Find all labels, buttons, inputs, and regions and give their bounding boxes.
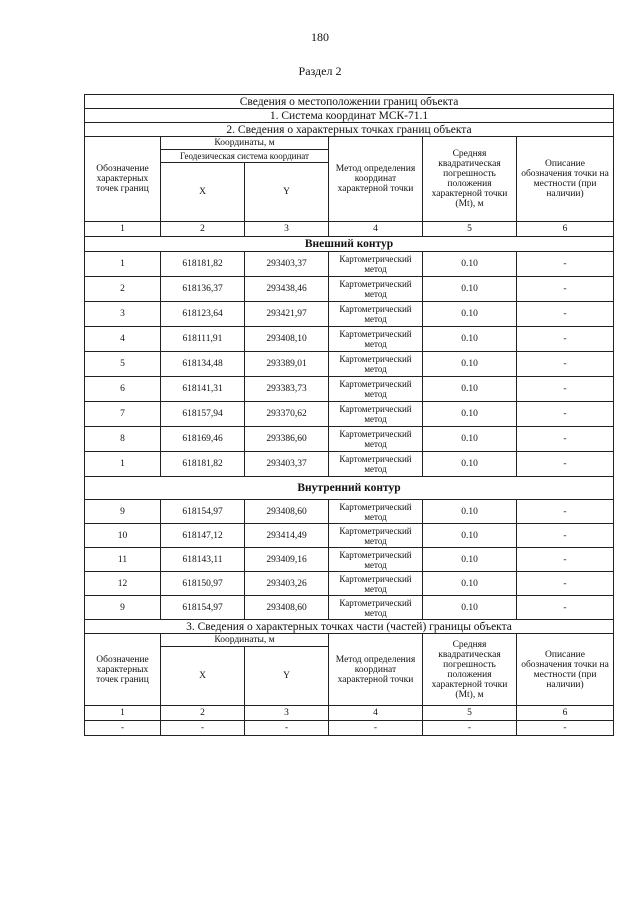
column-number: 3 xyxy=(245,706,329,721)
header3-designation: Обозначение характерных точек границ xyxy=(85,634,161,706)
method-cell: Картометрический метод xyxy=(329,596,423,620)
column-number: 6 xyxy=(517,706,614,721)
accuracy-cell: 0.10 xyxy=(423,524,517,548)
table-row xyxy=(85,452,614,477)
method-cell: Картометрический метод xyxy=(329,302,423,327)
page-number: 180 xyxy=(311,30,329,44)
accuracy-cell: 0.10 xyxy=(423,377,517,402)
column-number: 2 xyxy=(161,706,245,721)
y-coordinate-cell: 293403,37 xyxy=(245,452,329,477)
method-cell: Картометрический метод xyxy=(329,402,423,427)
method-cell: Картометрический метод xyxy=(329,548,423,572)
point-cell: 3 xyxy=(85,302,161,327)
x-coordinate-cell: 618147,12 xyxy=(161,524,245,548)
column-number: 1 xyxy=(85,706,161,721)
method-cell: Картометрический метод xyxy=(329,377,423,402)
table-row xyxy=(85,596,614,620)
y-coordinate-cell: 293403,26 xyxy=(245,572,329,596)
x-coordinate-cell: 618169,46 xyxy=(161,427,245,452)
point-cell: 1 xyxy=(85,252,161,277)
y-coordinate-cell: 293370,62 xyxy=(245,402,329,427)
empty-cell: - xyxy=(517,721,614,736)
inner-contour-label: Внутренний контур xyxy=(85,477,614,500)
header3-method: Метод определения координат характерной точки xyxy=(329,634,423,706)
point-cell: 4 xyxy=(85,327,161,352)
accuracy-cell: 0.10 xyxy=(423,302,517,327)
section-2-heading: 2. Сведения о характерных точках границ объекта xyxy=(85,123,614,137)
header-coordinates: Координаты, м xyxy=(161,137,329,150)
x-coordinate-cell: 618150,97 xyxy=(161,572,245,596)
column-number: 4 xyxy=(329,706,423,721)
x-coordinate-cell: 618154,97 xyxy=(161,596,245,620)
method-cell: Картометрический метод xyxy=(329,427,423,452)
x-coordinate-cell: 618136,37 xyxy=(161,277,245,302)
description-cell: - xyxy=(517,452,614,477)
table-row xyxy=(85,548,614,572)
header3-y: Y xyxy=(245,647,329,706)
table-row xyxy=(85,427,614,452)
accuracy-cell: 0.10 xyxy=(423,452,517,477)
y-coordinate-cell: 293414,49 xyxy=(245,524,329,548)
header-geodetic-system: Геодезическая система координат xyxy=(161,150,329,163)
header-description: Описание обозначения точки на местности (при наличии) xyxy=(517,137,614,222)
table-row xyxy=(85,327,614,352)
empty-cell: - xyxy=(423,721,517,736)
description-cell: - xyxy=(517,524,614,548)
header3-accuracy: Средняя квадратическая погрешность положения характерной точки (Mt), м xyxy=(423,634,517,706)
description-cell: - xyxy=(517,302,614,327)
header-method: Метод определения координат характерной точки xyxy=(329,137,423,222)
x-coordinate-cell: 618157,94 xyxy=(161,402,245,427)
header3-x: X xyxy=(161,647,245,706)
accuracy-cell: 0.10 xyxy=(423,548,517,572)
table-title: Сведения о местоположении границ объекта xyxy=(85,95,614,109)
table-row xyxy=(85,302,614,327)
accuracy-cell: 0.10 xyxy=(423,327,517,352)
accuracy-cell: 0.10 xyxy=(423,572,517,596)
accuracy-cell: 0.10 xyxy=(423,596,517,620)
description-cell: - xyxy=(517,352,614,377)
x-coordinate-cell: 618141,31 xyxy=(161,377,245,402)
table-row xyxy=(85,402,614,427)
description-cell: - xyxy=(517,572,614,596)
empty-cell: - xyxy=(161,721,245,736)
table-row xyxy=(85,352,614,377)
table-row xyxy=(85,524,614,548)
description-cell: - xyxy=(517,252,614,277)
point-cell: 6 xyxy=(85,377,161,402)
x-coordinate-cell: 618123,64 xyxy=(161,302,245,327)
empty-cell: - xyxy=(329,721,423,736)
section-1-heading: 1. Система координат МСК-71.1 xyxy=(85,109,614,123)
description-cell: - xyxy=(517,548,614,572)
x-coordinate-cell: 618111,91 xyxy=(161,327,245,352)
method-cell: Картометрический метод xyxy=(329,452,423,477)
accuracy-cell: 0.10 xyxy=(423,427,517,452)
y-coordinate-cell: 293408,10 xyxy=(245,327,329,352)
point-cell: 11 xyxy=(85,548,161,572)
table-row xyxy=(85,377,614,402)
column-number: 2 xyxy=(161,222,245,237)
column-number: 5 xyxy=(423,222,517,237)
column-number: 1 xyxy=(85,222,161,237)
table-row xyxy=(85,572,614,596)
point-cell: 8 xyxy=(85,427,161,452)
section-3-heading: 3. Сведения о характерных точках части (частей) границы объекта xyxy=(85,620,614,634)
header-x: X xyxy=(161,163,245,222)
description-cell: - xyxy=(517,500,614,524)
x-coordinate-cell: 618154,97 xyxy=(161,500,245,524)
method-cell: Картометрический метод xyxy=(329,572,423,596)
header3-coordinates: Координаты, м xyxy=(161,634,329,647)
x-coordinate-cell: 618143,11 xyxy=(161,548,245,572)
column-number: 3 xyxy=(245,222,329,237)
y-coordinate-cell: 293408,60 xyxy=(245,596,329,620)
description-cell: - xyxy=(517,402,614,427)
method-cell: Картометрический метод xyxy=(329,352,423,377)
description-cell: - xyxy=(517,596,614,620)
point-cell: 1 xyxy=(85,452,161,477)
empty-cell: - xyxy=(85,721,161,736)
y-coordinate-cell: 293409,16 xyxy=(245,548,329,572)
point-cell: 5 xyxy=(85,352,161,377)
y-coordinate-cell: 293408,60 xyxy=(245,500,329,524)
point-cell: 10 xyxy=(85,524,161,548)
point-cell: 12 xyxy=(85,572,161,596)
column-number: 4 xyxy=(329,222,423,237)
column-number: 5 xyxy=(423,706,517,721)
table-row xyxy=(85,277,614,302)
description-cell: - xyxy=(517,277,614,302)
accuracy-cell: 0.10 xyxy=(423,402,517,427)
y-coordinate-cell: 293383,73 xyxy=(245,377,329,402)
method-cell: Картометрический метод xyxy=(329,327,423,352)
table-row xyxy=(85,500,614,524)
header-y: Y xyxy=(245,163,329,222)
boundary-table xyxy=(84,94,614,736)
header-accuracy: Средняя квадратическая погрешность положения характерной точки (Mt), м xyxy=(423,137,517,222)
description-cell: - xyxy=(517,377,614,402)
header-designation: Обозначение характерных точек границ xyxy=(85,137,161,222)
accuracy-cell: 0.10 xyxy=(423,277,517,302)
method-cell: Картометрический метод xyxy=(329,500,423,524)
point-cell: 7 xyxy=(85,402,161,427)
y-coordinate-cell: 293386,60 xyxy=(245,427,329,452)
column-number: 6 xyxy=(517,222,614,237)
method-cell: Картометрический метод xyxy=(329,524,423,548)
outer-contour-label: Внешний контур xyxy=(85,237,614,252)
accuracy-cell: 0.10 xyxy=(423,252,517,277)
point-cell: 9 xyxy=(85,596,161,620)
x-coordinate-cell: 618134,48 xyxy=(161,352,245,377)
header3-description: Описание обозначения точки на местности (при наличии) xyxy=(517,634,614,706)
table-row xyxy=(85,252,614,277)
section-label: Раздел 2 xyxy=(298,64,342,78)
y-coordinate-cell: 293403,37 xyxy=(245,252,329,277)
point-cell: 2 xyxy=(85,277,161,302)
method-cell: Картометрический метод xyxy=(329,252,423,277)
method-cell: Картометрический метод xyxy=(329,277,423,302)
y-coordinate-cell: 293421,97 xyxy=(245,302,329,327)
y-coordinate-cell: 293438,46 xyxy=(245,277,329,302)
accuracy-cell: 0.10 xyxy=(423,352,517,377)
empty-cell: - xyxy=(245,721,329,736)
y-coordinate-cell: 293389,01 xyxy=(245,352,329,377)
description-cell: - xyxy=(517,327,614,352)
x-coordinate-cell: 618181,82 xyxy=(161,452,245,477)
x-coordinate-cell: 618181,82 xyxy=(161,252,245,277)
point-cell: 9 xyxy=(85,500,161,524)
description-cell: - xyxy=(517,427,614,452)
accuracy-cell: 0.10 xyxy=(423,500,517,524)
